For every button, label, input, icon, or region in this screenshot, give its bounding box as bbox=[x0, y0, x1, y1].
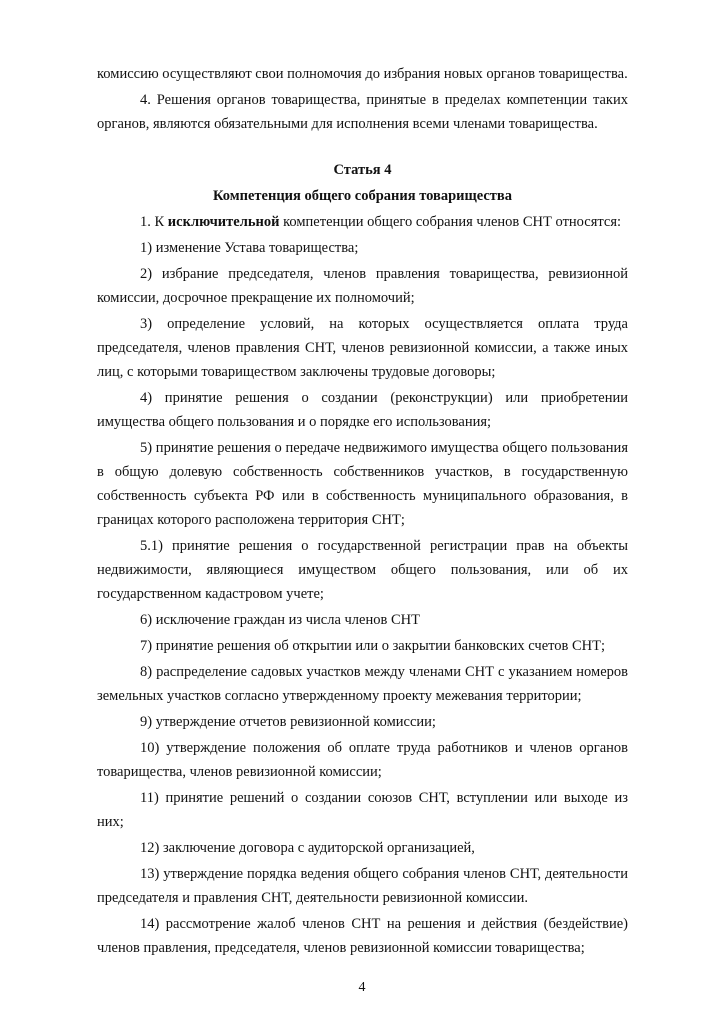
paragraph: 4. Решения органов товарищества, принятые в пределах компетенции таких органов, являются обязательными для исполнения всеми членами товарищества. bbox=[97, 92, 628, 132]
intro-suffix: компетенции общего собрания членов СНТ относятся: bbox=[279, 214, 622, 230]
page-number: 4 bbox=[358, 980, 366, 995]
list-item: 5) принятие решения о передаче недвижимого имущества общего пользования в общую долевую собственность собственников участков, в государственную собственность субъекта РФ или в собственность муниципального образования, в границах которого расположена территория СНТ; bbox=[97, 440, 628, 528]
list-item: 10) утверждение положения об оплате труда работников и членов органов товарищества, членов ревизионной комиссии; bbox=[97, 740, 628, 780]
list-item: 6) исключение граждан из числа членов СНТ bbox=[140, 612, 420, 628]
list-item: 14) рассмотрение жалоб членов СНТ на решения и действия (бездействие) членов правления, председателя, членов ревизионной комиссии товарищества; bbox=[97, 916, 628, 956]
list-item: 2) избрание председателя, членов правления товарищества, ревизионной комиссии, досрочное прекращение их полномочий; bbox=[97, 266, 628, 306]
intro-bold: исключительной bbox=[167, 214, 280, 230]
list-item: 12) заключение договора с аудиторской организацией, bbox=[140, 840, 475, 856]
list-item: 3) определение условий, на которых осуществляется оплата труда председателя, членов правления СНТ, членов ревизионной комиссии, а также иных лиц, с которыми товариществом заключены трудовые договоры; bbox=[97, 316, 628, 380]
article-title: Компетенция общего собрания товарищества bbox=[212, 188, 513, 204]
list-item: 5.1) принятие решения о государственной регистрации прав на объекты недвижимости, являющиеся имуществом общего пользования, или об их государственном кадастровом учете; bbox=[97, 538, 628, 602]
list-item: 11) принятие решений о создании союзов СНТ, вступлении или выходе из них; bbox=[97, 790, 628, 830]
list-item: 4) принятие решения о создании (реконструкции) или приобретении имущества общего пользования и о порядке его использования; bbox=[97, 390, 628, 430]
article-items bbox=[97, 236, 628, 960]
list-item: 1) изменение Устава товарищества; bbox=[140, 240, 359, 256]
document-page bbox=[97, 62, 628, 962]
list-item: 8) распределение садовых участков между членами СНТ с указанием номеров земельных участков согласно утвержденному проекту межевания территории; bbox=[97, 664, 628, 704]
list-item: 13) утверждение порядка ведения общего собрания членов СНТ, деятельности председателя и правления СНТ, деятельности ревизионной комиссии. bbox=[97, 866, 628, 906]
article-number: Статья 4 bbox=[333, 162, 392, 178]
list-item: 9) утверждение отчетов ревизионной комиссии; bbox=[140, 714, 436, 730]
paragraph: комиссию осуществляют свои полномочия до избрания новых органов товарищества. bbox=[97, 66, 628, 82]
article-intro bbox=[97, 210, 628, 234]
intro-prefix: 1. К bbox=[140, 214, 168, 230]
list-item: 7) принятие решения об открытии или о закрытии банковских счетов СНТ; bbox=[140, 638, 606, 654]
